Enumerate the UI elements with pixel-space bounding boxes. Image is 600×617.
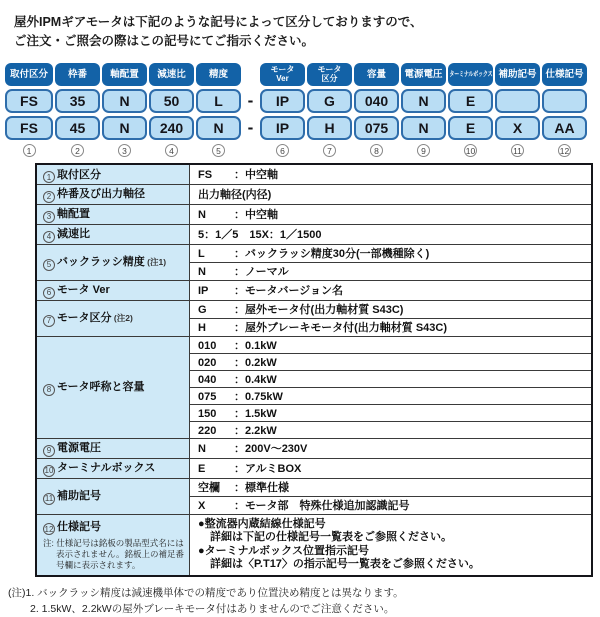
spec-label-cell (36, 184, 190, 204)
field-header-badge (55, 63, 100, 86)
circled-number: 9 (417, 144, 430, 157)
spec-label: 電源電圧 (57, 442, 101, 455)
circled-number: 4 (43, 231, 55, 243)
spec-value-cell (190, 478, 593, 496)
code-value-box-row1: G (307, 89, 352, 113)
spec-value-cell (190, 280, 593, 300)
code-value-box-row1: N (102, 89, 147, 113)
spec-value-code: 075 (198, 390, 217, 403)
badge-label-line: 仕様記号 (545, 68, 584, 80)
circled-number: 6 (276, 144, 289, 157)
spec-value-code: 020 (198, 356, 217, 369)
spec-row (36, 336, 592, 353)
spec-label: 補助記号 (57, 490, 101, 503)
spacer (243, 63, 258, 86)
circled-number: 4 (165, 144, 178, 157)
spec-value-code: N (198, 443, 206, 455)
spec-value-desc: 出力軸径(内径) (198, 189, 272, 201)
code-value-box-row2: 45 (55, 116, 100, 140)
code-value-box-row2: 240 (149, 116, 194, 140)
badge-label-line: 取付区分 (9, 68, 48, 80)
spec-value-cell (190, 204, 593, 224)
code-value-box-row1: 50 (149, 89, 194, 113)
spec-row (36, 300, 592, 318)
spec-value-cell (190, 438, 593, 458)
spec-value-desc: ：1.5kW (234, 407, 277, 420)
spec-value-desc: 5：1／5 15X：1／1500 (198, 229, 322, 241)
spec-value-code: H (198, 322, 206, 334)
code-value-box-row2: N (102, 116, 147, 140)
circled-number: 1 (43, 171, 55, 183)
code-value-box-row2: FS (5, 116, 53, 140)
intro-text (14, 13, 590, 51)
code-value-box-row2: N (196, 116, 241, 140)
spec-value-desc: ：0.75kW (234, 390, 283, 403)
spec-value-desc: ：0.4kW (234, 373, 277, 386)
code-value-box-row1: 040 (354, 89, 399, 113)
spec-value-desc: ：0.2kW (234, 356, 277, 369)
circled-number-wrap (401, 144, 446, 158)
circled-number-wrap (260, 144, 305, 158)
code-column-12 (542, 63, 587, 158)
circled-number: 7 (43, 315, 55, 327)
code-value-box-row1: L (196, 89, 241, 113)
circled-number: 8 (370, 144, 383, 157)
footnotes (8, 585, 600, 617)
badge-label-line: 減速比 (157, 68, 186, 80)
spec-value-desc: ：200V〜230V (234, 443, 308, 455)
code-value-box-row1: N (401, 89, 446, 113)
spec-value-desc: ：2.2kW (234, 424, 277, 437)
spec-label-cell (36, 244, 190, 280)
intro-line-2: ご注文・ご照会の際はこの記号にてご指示ください。 (14, 34, 315, 48)
field-header-badge (5, 63, 53, 86)
field-header-badge (102, 63, 147, 86)
spec-label-cell (36, 280, 190, 300)
code-value-box-row2: 075 (354, 116, 399, 140)
spec-value-desc: ：ノーマル (234, 266, 289, 278)
spec-label-footnote: 注: 仕様記号は銘板の製品型式名には表示されません。銘板上の補足番号欄に表示されます。 (43, 538, 185, 570)
spec-label-cell (36, 458, 190, 478)
spec-label-cell (36, 438, 190, 458)
circled-number: 1 (23, 144, 36, 157)
spec-value-cell (190, 421, 593, 438)
spec-value-desc: ：中空軸 (234, 169, 278, 182)
spec-label-note: (注1) (144, 257, 167, 268)
field-header-badge (542, 63, 587, 86)
badge-label-line: 枠番 (67, 68, 87, 80)
circled-number: 12 (559, 145, 570, 156)
badge-label-line: モータ (317, 65, 342, 74)
spec-value-cell (190, 318, 593, 336)
spec-value-cell (190, 370, 593, 387)
spec-label: モータ区分 (57, 312, 112, 325)
footnote-2: 2. 1.5kW、2.2kWの屋外ブレーキモータ付はありませんのでご注意ください。 (30, 602, 395, 615)
code-column-4 (149, 63, 194, 158)
badge-label-line: ターミナルボックス (448, 70, 493, 78)
spec-value-code: L (198, 248, 205, 260)
code-separator-column (243, 63, 258, 140)
spec-label: モータ呼称と容量 (57, 381, 145, 394)
badge-label-line: 電源電圧 (404, 68, 443, 80)
dash-symbol: - (247, 118, 254, 137)
spec-bullet-title: ●ターミナルボックス位置指示記号 (198, 544, 369, 557)
footnote-1: (注)1. バックラッシ精度は減速機単体での精度であり位置決め精度とは異なります。 (8, 586, 404, 599)
code-column-2 (55, 63, 100, 158)
code-value-box-row2: N (401, 116, 446, 140)
spec-value-cell (190, 496, 593, 514)
spec-table (35, 163, 593, 577)
spec-bullet-detail: 詳細は下記の仕様記号一覧表をご参照ください。 (210, 531, 452, 543)
spec-label: 仕様記号 (57, 520, 101, 533)
spec-value-code: E (198, 463, 206, 475)
spec-value-desc: ：モータバージョン名 (234, 285, 344, 297)
badge-label-line: 精度 (208, 68, 228, 80)
circled-number-wrap (55, 144, 100, 158)
circled-number-wrap (307, 144, 352, 158)
spec-value-code: FS (198, 169, 213, 182)
circled-number: 3 (43, 211, 55, 223)
spec-label-cell (36, 336, 190, 438)
spec-label-cell (36, 478, 190, 514)
circled-number: 5 (212, 144, 225, 157)
circled-number-wrap (149, 144, 194, 158)
spec-table-body (36, 164, 592, 576)
code-value-box-row1: 35 (55, 89, 100, 113)
spec-value-cell (190, 387, 593, 404)
code-value-box-row2: AA (542, 116, 587, 140)
spec-value-code: G (198, 304, 207, 316)
spec-value-cell (190, 164, 593, 184)
code-value-box-row2: IP (260, 116, 305, 140)
spec-value-code: 040 (198, 373, 217, 386)
circled-number-wrap (5, 144, 53, 158)
circled-number: 11 (511, 144, 524, 157)
code-column-8 (354, 63, 399, 158)
spec-label: 軸配置 (57, 208, 90, 221)
spec-value-cell (190, 244, 593, 262)
circled-number-wrap (448, 144, 493, 158)
spec-row (36, 184, 592, 204)
spec-row (36, 458, 592, 478)
spec-label-cell (36, 164, 190, 184)
code-column-11 (495, 63, 540, 158)
field-header-badge (260, 63, 305, 86)
spec-label: 減速比 (57, 228, 90, 241)
code-diagram (0, 63, 600, 158)
spec-value-code: 010 (198, 339, 217, 352)
spec-row (36, 164, 592, 184)
spec-value-desc: ：屋外モータ付(出力軸材質 S43C) (234, 304, 404, 316)
circled-number: 8 (43, 384, 55, 396)
spec-label: 取付区分 (57, 168, 101, 181)
code-value-box-row1 (495, 89, 540, 113)
circled-number: 9 (43, 445, 55, 457)
code-column-10 (448, 63, 493, 158)
code-column-5 (196, 63, 241, 158)
circled-number: 10 (44, 466, 54, 476)
badge-label-line: 補助記号 (498, 68, 537, 80)
circled-number: 6 (43, 287, 55, 299)
field-header-badge (401, 63, 446, 86)
spec-label-note: (注2) (111, 313, 133, 324)
spec-value-desc: ：標準仕様 (234, 482, 289, 494)
circled-number-wrap (542, 144, 587, 158)
circled-number-wrap (354, 144, 399, 158)
badge-label-line: 区分 (321, 73, 338, 83)
circled-number: 7 (323, 144, 336, 157)
circled-number: 5 (43, 259, 55, 271)
spec-value-cell (190, 514, 593, 576)
field-header-badge (495, 63, 540, 86)
circled-number: 10 (465, 145, 476, 156)
spec-value-desc: ：アルミBOX (234, 463, 302, 475)
spec-value-cell (190, 262, 593, 280)
spec-value-code: 150 (198, 407, 217, 420)
badge-label-line: Ver (276, 73, 289, 83)
field-header-badge (196, 63, 241, 86)
code-value-box-row2: E (448, 116, 493, 140)
spec-bullet-title: ●整流器内蔵結線仕様記号 (198, 517, 326, 530)
spec-row (36, 280, 592, 300)
circled-number: 11 (44, 494, 54, 504)
spec-value-cell (190, 404, 593, 421)
field-header-badge (354, 63, 399, 86)
badge-label-line: 軸配置 (110, 68, 139, 80)
code-column-9 (401, 63, 446, 158)
spec-label-cell (36, 224, 190, 244)
spec-label: バックラッシ精度 (57, 256, 145, 269)
circled-number: 2 (71, 144, 84, 157)
field-header-badge (448, 63, 493, 86)
spec-value-cell (190, 300, 593, 318)
spec-value-desc: ：0.1kW (234, 339, 277, 352)
spec-value-cell (190, 184, 593, 204)
intro-line-1: 屋外IPMギアモータは下記のような記号によって区分しておりますので、 (14, 15, 423, 29)
circled-number-wrap (102, 144, 147, 158)
spec-value-cell (190, 458, 593, 478)
spec-value-code: N (198, 266, 206, 278)
spec-bullet-detail: 詳細は〈P.T17〉の指示記号一覧表をご参照ください。 (210, 558, 480, 570)
spec-value-code: 空欄 (198, 482, 220, 494)
spec-label: ターミナルボックス (57, 462, 156, 475)
spec-value-code: X (198, 500, 206, 512)
spec-value-code: 220 (198, 424, 217, 437)
badge-label-line: 容量 (366, 68, 386, 80)
spec-row (36, 438, 592, 458)
field-header-badge (307, 63, 352, 86)
spec-value-desc: ：屋外ブレーキモータ付(出力軸材質 S43C) (234, 322, 448, 334)
badge-label-line: モータ (270, 65, 295, 74)
spec-row (36, 224, 592, 244)
code-value-box-row1: FS (5, 89, 53, 113)
code-value-box-row1 (542, 89, 587, 113)
spec-row (36, 514, 592, 576)
spec-value-code: IP (198, 285, 209, 297)
code-value-box-row2: H (307, 116, 352, 140)
spec-label-cell (36, 300, 190, 336)
spec-label-cell (36, 204, 190, 224)
code-column-7 (307, 63, 352, 158)
spec-row (36, 244, 592, 262)
spec-label: モータ Ver (57, 284, 110, 297)
spec-value-cell (190, 336, 593, 353)
circled-number-wrap (196, 144, 241, 158)
spec-label-cell (36, 514, 190, 576)
code-value-box-row1: IP (260, 89, 305, 113)
spec-value-cell (190, 224, 593, 244)
circled-number: 2 (43, 191, 55, 203)
spec-row (36, 478, 592, 496)
code-value-box-row1: E (448, 89, 493, 113)
circled-number: 12 (44, 524, 54, 534)
spec-value-cell (190, 353, 593, 370)
code-value-box-row2: X (495, 116, 540, 140)
spec-row (36, 204, 592, 224)
spec-value-code: N (198, 209, 206, 221)
spec-label: 枠番及び出力軸径 (57, 188, 145, 201)
code-column-1 (5, 63, 53, 158)
dash-symbol: - (247, 91, 254, 110)
field-header-badge (149, 63, 194, 86)
circled-number-wrap (495, 144, 540, 158)
spec-value-desc: ：モータ部 特殊仕様追加認識記号 (234, 500, 410, 512)
spec-value-desc: ：中空軸 (234, 209, 278, 221)
code-column-6 (260, 63, 305, 158)
circled-number: 3 (118, 144, 131, 157)
spec-value-desc: ：バックラッシ精度30分(一部機種除く) (234, 248, 430, 260)
code-column-3 (102, 63, 147, 158)
